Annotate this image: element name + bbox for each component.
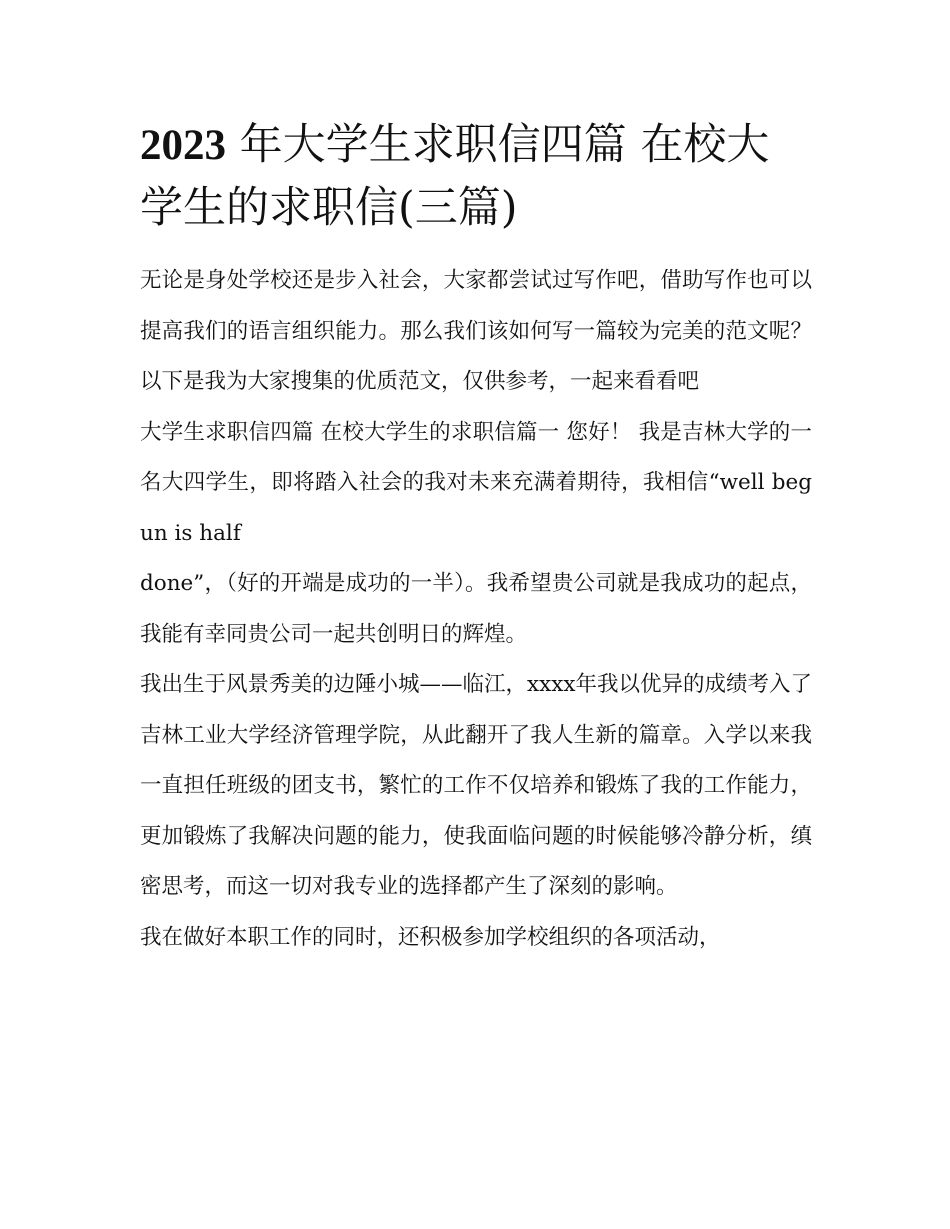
document-title [140,114,812,240]
title-year: 2023 [140,122,226,169]
paragraph-greeting: 大学生求职信四篇 在校大学生的求职信篇一 您好！ 我是吉林大学的一名大四学生，即将踏入社会的我对未来充满着期待，我相信“well begun is half [140,419,812,546]
paragraph-quote-end: done”，（好的开端是成功的一半）。我希望贵公司就是我成功的起点，我能有幸同贵公司一起共创明日的辉煌。 [140,571,812,647]
paragraph-intro: 无论是身处学校还是步入社会，大家都尝试过写作吧，借助写作也可以提高我们的语言组织能力。那么我们该如何写一篇较为完美的范文呢？以下是我为大家搜集的优质范文，仅供参考，一起来看看吧 [140,268,812,394]
title-text: 年大学生求职信四篇 在校大学生的求职信(三篇) [140,120,770,233]
paragraph-list [140,256,812,963]
document-body [140,114,812,963]
paragraph-background: 我出生于风景秀美的边陲小城——临江，xxxx年我以优异的成绩考入了吉林工业大学经济管理学院，从此翻开了我人生新的篇章。入学以来我一直担任班级的团支书，繁忙的工作不仅培养和锻炼了我的工作能力，更加锻炼了我解决问题的能力，使我面临问题的时候能够冷静分析，缜密思考，而这一切对我专业的选择都产生了深刻的影响。 [140,672,813,899]
paragraph-activities: 我在做好本职工作的同时，还积极参加学校组织的各项活动， [140,924,721,950]
